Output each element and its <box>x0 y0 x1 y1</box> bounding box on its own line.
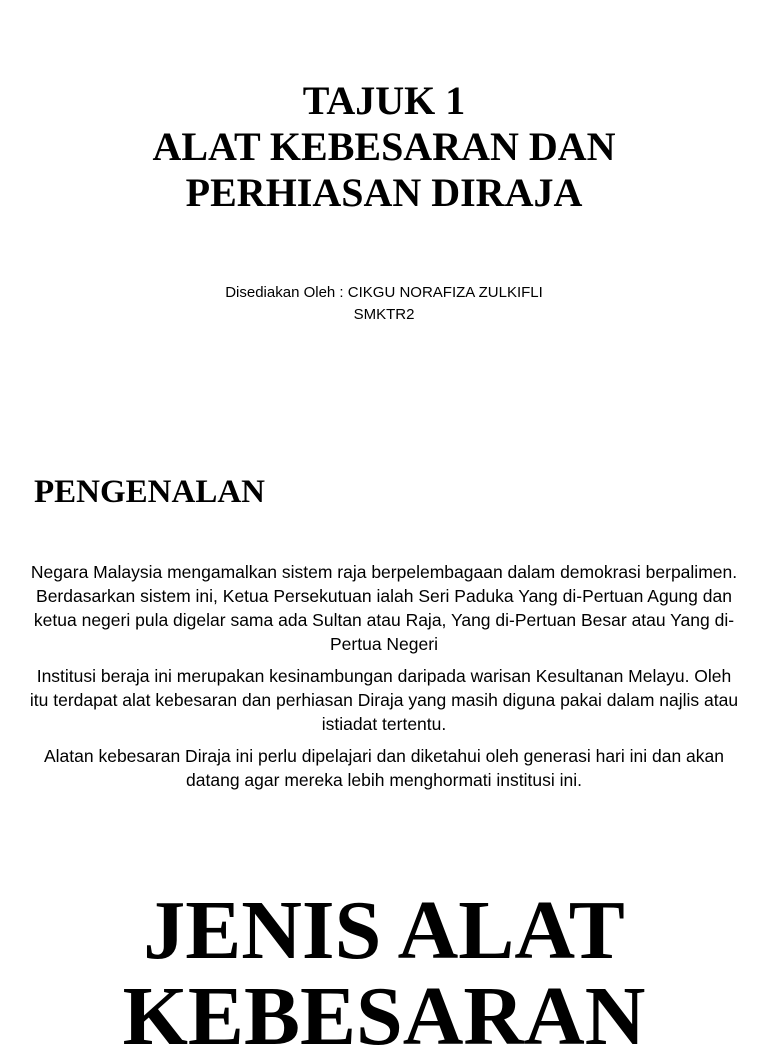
section-heading-introduction: PENGENALAN <box>34 474 266 510</box>
title-line-3: PERHIASAN DIRAJA <box>185 170 583 215</box>
title-line-2: ALAT KEBESARAN DAN <box>152 124 616 169</box>
title-slide <box>0 78 768 216</box>
next-slide-heading <box>0 884 768 1063</box>
paragraph: Institusi beraja ini merupakan kesinambungan daripada warisan Kesultanan Melayu. Oleh itu terdapat alat kebesaran dan perhiasan Diraja yang masih diguna pakai dalam najlis atau istiadat tertentu. <box>29 666 739 734</box>
paragraph: Negara Malaysia mengamalkan sistem raja berpelembagaan dalam demokrasi berpalimen. Berdasarkan sistem ini, Ketua Persekutuan ialah Seri Paduka Yang di-Pertuan Agung dan ketua negeri pula digelar sama ada Sultan atau Raja, Yang di-Pertuan Besar atau Yang di-Pertua Negeri <box>30 562 738 654</box>
paragraph: Alatan kebesaran Diraja ini perlu dipelajari dan diketahui oleh generasi hari ini dan akan datang agar mereka lebih menghormati institusi ini. <box>43 746 725 790</box>
prepared-by: Disediakan Oleh : CIKGU NORAFIZA ZULKIFLI <box>225 284 543 301</box>
title-line-1: TAJUK 1 <box>302 78 466 123</box>
author-info <box>0 282 768 326</box>
school-name: SMKTR2 <box>353 306 415 323</box>
next-heading-line-1: JENIS ALAT <box>143 884 625 977</box>
introduction-body <box>0 560 768 800</box>
next-heading-line-2: KEBESARAN <box>122 970 646 1063</box>
